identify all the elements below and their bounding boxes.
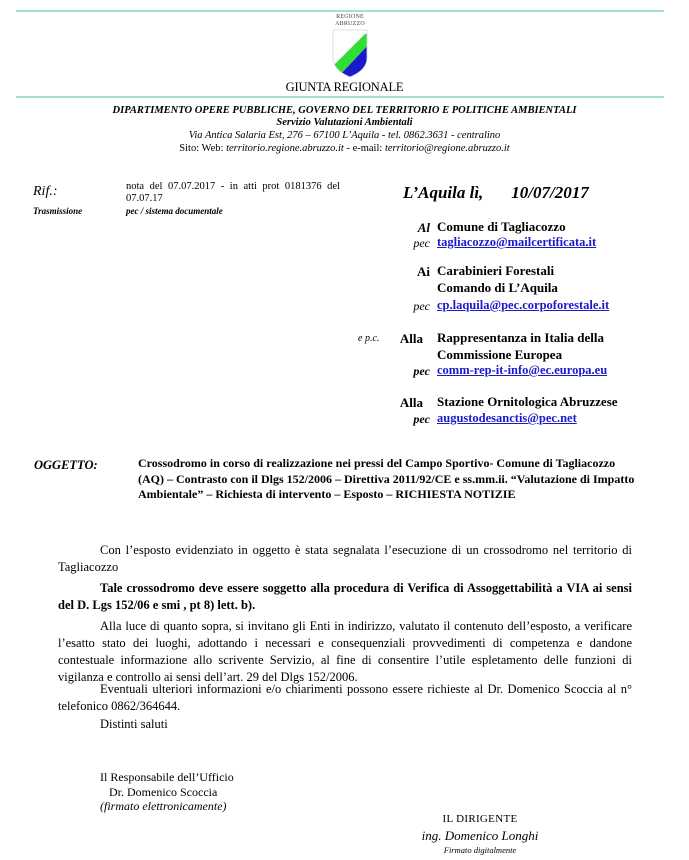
recipient-4-name: Stazione Ornitologica Abruzzese [437,394,618,409]
logo-line-2: ABRUZZO [335,21,365,27]
recipient-2-name-line-1: Carabinieri Forestali [437,263,555,278]
regione-abruzzo-crest-icon [329,28,371,78]
rif-label: Rif.: [33,184,58,199]
email-label: - e-mail: [343,143,385,154]
body-paragraph-4: Eventuali ulteriori informazioni e/o chiarimenti possono essere richieste al Dr. Domenico Scoccia al n° telefonico 0862/364644. [58,682,632,713]
email-link[interactable]: territorio@regione.abruzzo.it [384,143,510,154]
body-paragraph-1: Con l’esposto evidenziato in oggetto è stata segnalata l’esecuzione di un crossodromo nel territorio di Tagliacozzo [58,543,632,574]
responsible-name: Dr. Domenico Scoccia [109,784,218,799]
recipient-4-prefix: Alla [399,395,423,410]
contacts-line [0,142,689,155]
closing-salutation: Distinti saluti [100,717,168,731]
body-paragraph-3: Alla luce di quanto sopra, si invitano gli Enti in indirizzo, valutato il contenuto dell’esposto, a verificare l’esatto stato dei luoghi, adottando i necessari e consequenziali provvedimenti di competenza e dandone contestuale informazione allo scrivente Servizio, al fine di consentire l’utile espletamento delle funzioni di vigilanza e controllo ai sensi dell’art. 29 del Dlgs 152/2006. [58,619,632,684]
web-label: Sito: Web: [179,143,227,154]
body-paragraph-2: Tale crossodromo deve essere soggetto alla procedura di Verifica di Assoggettabilità a VIA ai sensi del D. Lgs 152/06 e smi , pt 8) lett. b). [58,581,632,612]
website-link[interactable]: territorio.regione.abruzzo.it [226,143,344,154]
trasmissione-value: pec / sistema documentale [126,206,223,216]
recipient-2-prefix: Ai [417,264,430,279]
recipient-3-pec-label: pec [413,364,430,378]
director-role: IL DIRIGENTE [442,813,518,825]
director-note: Firmato digitalmente [443,845,517,855]
address: Via Antica Salaria Est, 276 – 67100 L’Aquila - tel. 0862.3631 - centralino [188,130,501,141]
director-name: ing. Domenico Longhi [421,828,539,843]
recipient-1-pec-link[interactable]: tagliacozzo@mailcertificata.it [437,235,597,249]
recipient-4-pec-label: pec [413,412,430,426]
recipient-3-name-line-1: Rappresentanza in Italia della [437,330,604,345]
recipient-3-name-line-2: Commissione Europea [437,347,563,362]
responsible-signature [100,770,234,814]
recipient-1-prefix: Al [417,220,430,235]
responsible-note: (firmato elettronicamente) [100,799,227,813]
recipient-3-pec-link[interactable]: comm-rep-it-info@ec.europa.eu [437,363,608,377]
epc-label: e p.c. [358,333,380,344]
recipient-2-pec-label: pec [413,299,430,313]
recipient-2-pec-link[interactable]: cp.laquila@pec.corpoforestale.it [437,298,610,312]
recipient-2-name-line-2: Comando di L’Aquila [437,280,558,295]
subject-label: OGGETTO: [34,458,98,472]
recipient-4-pec-link[interactable]: augustodesanctis@pec.net [437,411,577,425]
recipient-1-name: Comune di Tagliacozzo [437,219,566,234]
organization-name: GIUNTA REGIONALE [285,80,404,94]
rif-value: nota del 07.07.2017 - in atti prot 0181376 del 07.07.17 [126,181,340,204]
region-logo [329,12,371,78]
service-name: Servizio Valutazioni Ambientali [276,117,413,128]
recipient-3-prefix: Alla [399,331,423,346]
place-date [403,183,589,203]
date-value: 10/07/2017 [511,183,589,202]
header-bottom-rule [16,96,664,98]
trasmissione-label: Trasmissione [33,206,83,216]
place: L’Aquila lì, [403,183,484,202]
recipient-1-pec-label: pec [413,236,430,250]
responsible-role: Il Responsabile dell’Ufficio [100,770,234,784]
logo-line-1: REGIONE [336,14,364,20]
subject-text: Crossodromo in corso di realizzazione nei pressi del Campo Sportivo- Comune di Tagliacozzo (AQ) – Contrasto con il Dlgs 152/2006 – Direttiva 2011/92/CE e ss.mm.ii. “Valutazione di Impatto Ambientale” – Richiesta di intervento – Esposto – RICHIESTA NOTIZIE [138,456,635,501]
department-name: DIPARTIMENTO OPERE PUBBLICHE, GOVERNO DEL TERRITORIO E POLITICHE AMBIENTALI [112,105,577,116]
